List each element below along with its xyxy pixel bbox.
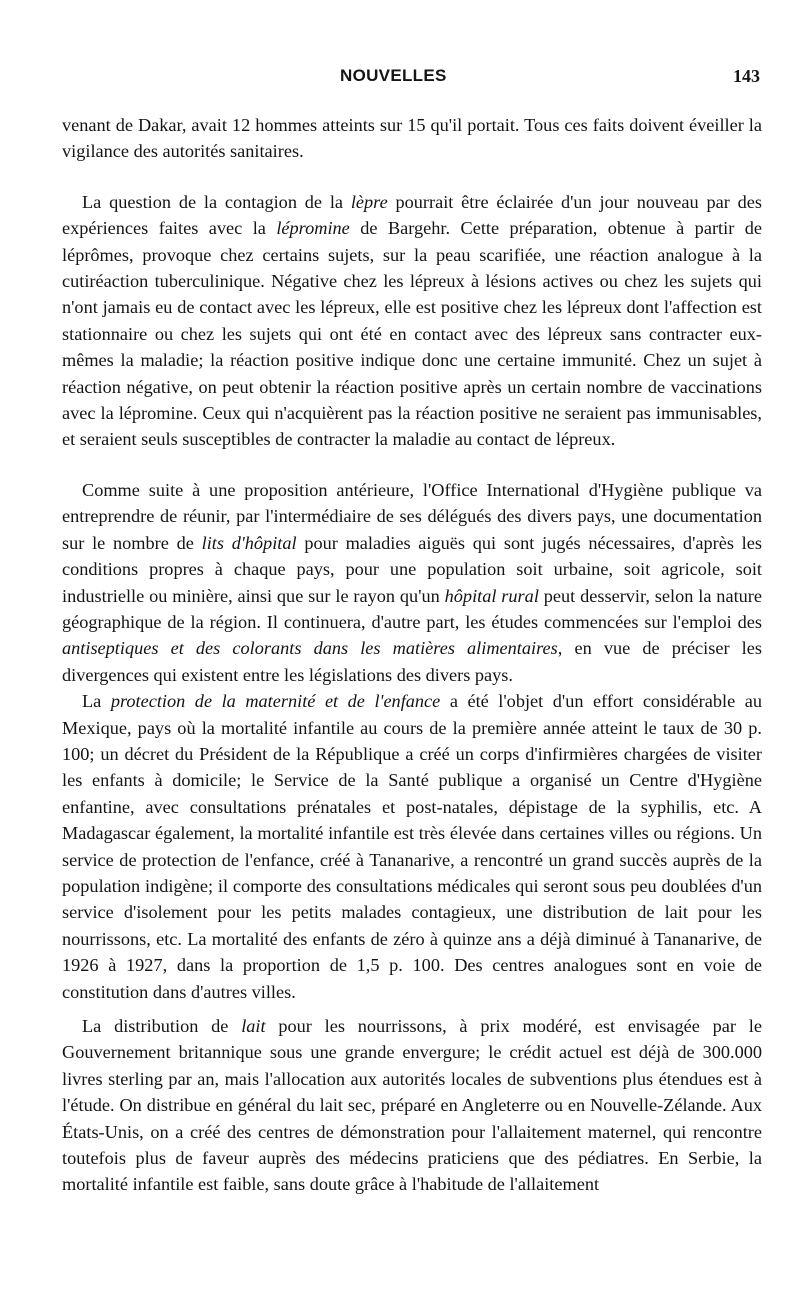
text-run: de Bargehr. Cette préparation, obtenue à partir de léprômes, provoque chez certains sujets, sur la peau scarifiée, une réaction analogue à la cutiréaction tuberculinique. Négative chez les lépreux à lésions actives ou chez les sujets qui n'ont jamais eu de contact avec les lépreux, elle est positive chez les lépreux dont l'affection est stationnaire ou chez les sujets qui ont été en contact avec des lépreux sans contracter eux-mêmes la maladie; la réaction positive indique donc une certaine immunité. Chez un sujet à réaction négative, on peut obtenir la réaction positive après un certain nombre de vaccinations avec la lépromine. Ceux qui n'acquièrent pas la réaction positive ne seraient pas immunisables, et seraient seuls susceptibles de contracter la maladie au contact de lépreux.: [62, 218, 762, 450]
italic-term: lait: [241, 1016, 266, 1036]
paragraph-leprosy: [62, 189, 762, 453]
page-header: [62, 66, 760, 90]
paragraph-milk: [62, 1013, 762, 1198]
paragraph-maternity: [62, 688, 762, 1005]
text-run: La distribution de: [82, 1016, 242, 1036]
text-run: pour les nourrissons, à prix modéré, est envisagée par le Gouvernement britannique sous une grande envergure; le crédit actuel est déjà de 300.000 livres sterling par an, mais l'allocation aux autorités locales de subventions plus étendues est à l'étude. On distribue en général du lait sec, préparé en Angleterre ou en Nouvelle-Zélande. Aux États-Unis, on a créé des centres de démonstration pour l'allaitement maternel, qui rencontre toutefois plus de faveur auprès des médecins praticiens que des pédiatres. En Serbie, la mortalité infantile est faible, sans doute grâce à l'habitude de l'allaitement: [62, 1016, 762, 1195]
text-run: Comme suite à une proposition antérieure, l'Office International d'Hygiène publique va entreprendre de réunir, par l'intermédiaire de ses délégués des divers pays, une documentation sur le nombre de: [62, 479, 762, 553]
running-title: NOUVELLES: [340, 66, 447, 85]
italic-term: protection de la maternité et de l'enfance: [110, 691, 441, 712]
paragraph-text: venant de Dakar, avait 12 hommes atteints sur 15 qu'il portait. Tous ces faits doivent éveiller la vigilance des autorités sanitaires.: [62, 115, 762, 162]
italic-term: lits d'hôpital: [201, 532, 297, 553]
italic-term: lèpre: [350, 191, 388, 212]
page-number: 143: [733, 66, 760, 86]
italic-term: antiseptiques et des colorants dans les matières alimentaires,: [62, 638, 563, 659]
paragraph-continuation: [62, 112, 762, 165]
paragraph-hospital-beds: [62, 477, 762, 688]
text-run: en vue de préciser les divergences qui existent entre les législations des divers pays.: [62, 638, 762, 685]
text-run: pour maladies aiguës qui sont jugés nécessaires, d'après les conditions propres à chaque pays, pour une population soit urbaine, soit agricole, soit industrielle ou minière, ainsi que sur le rayon qu'un: [62, 532, 762, 606]
text-run: La: [82, 691, 111, 712]
body-text: [62, 112, 762, 1198]
text-run: pourrait être éclairée d'un jour nouveau par des expériences faites avec la: [62, 191, 762, 239]
text-run: La question de la contagion de la: [82, 191, 351, 212]
italic-term: lépromine: [276, 218, 350, 239]
text-run: peut desservir, selon la nature géographique de la région. Il continuera, d'autre part, les études commencées sur l'emploi des: [62, 585, 762, 632]
italic-term: hôpital rural: [444, 585, 539, 606]
text-run: a été l'objet d'un effort considérable au Mexique, pays où la mortalité infantile au cours de la première année atteint le taux de 30 p. 100; un décret du Président de la République a créé un corps d'infirmières chargées de visiter les enfants à domicile; le Service de la Santé publique a organisé un Centre d'Hygiène enfantine, avec consultations prénatales et post-natales, dépistage de la syphilis, etc. A Madagascar également, la mortalité infantile est très élevée dans certaines villes ou régions. Un service de protection de l'enfance, créé à Tananarive, a rencontré un grand succès auprès de la population indigène; il comporte des consultations médicales qui seront sous peu doublées d'un service d'isolement pour les petits malades contagieux, une distribution de lait pour les nourrissons, etc. La mortalité des enfants de zéro à quinze ans a déjà diminué à Tananarive, de 1926 à 1927, dans la proportion de 1,5 p. 100. Des centres analogues sont en voie de constitution dans d'autres villes.: [62, 691, 762, 1002]
